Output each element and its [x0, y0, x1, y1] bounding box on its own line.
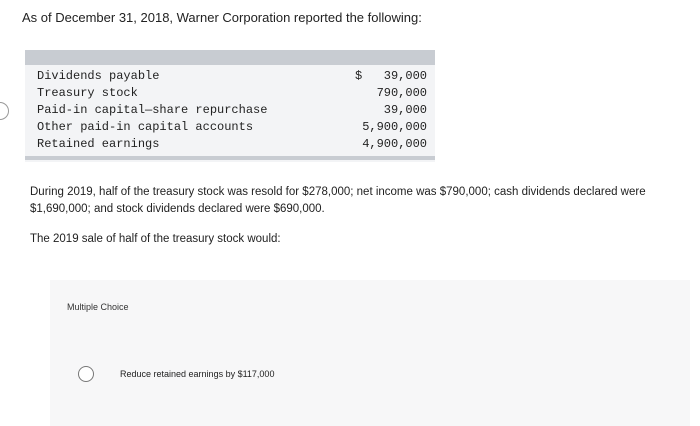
multiple-choice-title: Multiple Choice — [67, 302, 129, 312]
table-header-bar — [25, 50, 435, 65]
row-label: Treasury stock — [37, 86, 138, 100]
multiple-choice-panel — [50, 280, 690, 426]
row-label: Other paid-in capital accounts — [37, 120, 254, 134]
row-amount: 39,000 — [383, 69, 427, 83]
row-amount: 4,900,000 — [362, 137, 427, 151]
table-rows — [37, 68, 435, 153]
choice-label[interactable]: Reduce retained earnings by $117,000 — [120, 369, 275, 379]
table-footer-bar — [25, 156, 435, 160]
choice-option[interactable] — [78, 364, 274, 384]
row-amount: 5,900,000 — [362, 120, 427, 134]
question-text: The 2019 sale of half of the treasury stock would: — [30, 233, 281, 245]
table-row — [37, 136, 435, 153]
row-label: Retained earnings — [37, 137, 160, 151]
table-row — [37, 68, 435, 85]
row-amount: 790,000 — [376, 86, 427, 100]
row-currency: $ — [355, 69, 363, 83]
row-label: Paid-in capital—share repurchase — [37, 103, 268, 117]
table-row — [37, 119, 435, 136]
row-amount: 39,000 — [383, 103, 427, 117]
table-row — [37, 102, 435, 119]
radio-button[interactable] — [78, 366, 94, 382]
data-table — [25, 50, 435, 162]
intro-text: As of December 31, 2018, Warner Corporation reported the following: — [22, 10, 422, 25]
problem-paragraph: During 2019, half of the treasury stock was resold for $278,000; net income was $790,000; cash dividends declared were $1,690,000; and stock dividends declared were $690,000. — [30, 186, 646, 215]
row-label: Dividends payable — [37, 69, 160, 83]
table-row — [37, 85, 435, 102]
bracket-mark — [0, 102, 9, 120]
